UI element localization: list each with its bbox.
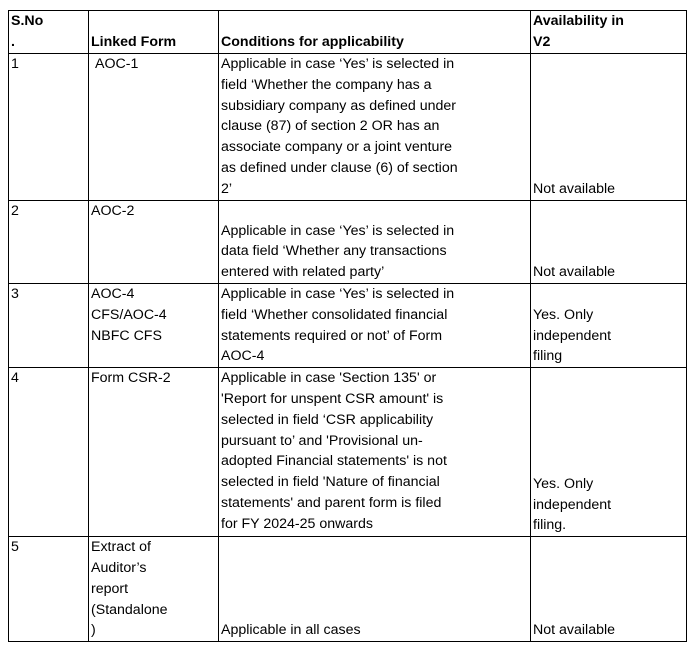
cell-conditions: Applicable in all cases: [219, 537, 531, 642]
cell-sno: 4: [9, 368, 89, 537]
cell-conditions: Applicable in case ‘Yes’ is selected in data field ‘Whether any transactions entered with related party’: [219, 201, 531, 284]
table-row: [9, 284, 687, 368]
header-conditions: Conditions for applicability: [219, 11, 531, 54]
cell-conditions: Applicable in case 'Section 135' or 'Report for unspent CSR amount' is selected in field ‘CSR applicability pursuant to’ and 'Provisional un- adopted Financial statements' is not selected in field 'Nature of financial statements' and parent form is filed for FY 2024-25 onwards: [219, 368, 531, 537]
cell-linked-form: Extract of Auditor’s report (Standalone ): [89, 537, 219, 642]
table-row: [9, 54, 687, 201]
header-availability: Availability in V2: [531, 11, 687, 54]
table-row: [9, 368, 687, 537]
cell-availability: Not available: [531, 537, 687, 642]
cell-linked-form: Form CSR-2: [89, 368, 219, 537]
linked-forms-table: [8, 10, 687, 642]
cell-sno: 2: [9, 201, 89, 284]
cell-availability: Yes. Only independent filing: [531, 284, 687, 368]
table-row: [9, 537, 687, 642]
cell-availability: Not available: [531, 54, 687, 201]
cell-conditions: Applicable in case ‘Yes’ is selected in field ‘Whether the company has a subsidiary company as defined under clause (87) of section 2 OR has an associate company or a joint venture as defined under clause (6) of section 2’: [219, 54, 531, 201]
cell-linked-form: AOC-2: [89, 201, 219, 284]
cell-availability: Yes. Only independent filing.: [531, 368, 687, 537]
cell-availability: Not available: [531, 201, 687, 284]
header-sno: S.No .: [9, 11, 89, 54]
table-row: [9, 201, 687, 284]
cell-linked-form: AOC-1: [89, 54, 219, 201]
cell-conditions: Applicable in case ‘Yes’ is selected in field ‘Whether consolidated financial statements required or not’ of Form AOC-4: [219, 284, 531, 368]
cell-sno: 1: [9, 54, 89, 201]
header-linked-form: Linked Form: [89, 11, 219, 54]
header-row: [9, 11, 687, 54]
cell-sno: 5: [9, 537, 89, 642]
cell-linked-form: AOC-4 CFS/AOC-4 NBFC CFS: [89, 284, 219, 368]
cell-sno: 3: [9, 284, 89, 368]
